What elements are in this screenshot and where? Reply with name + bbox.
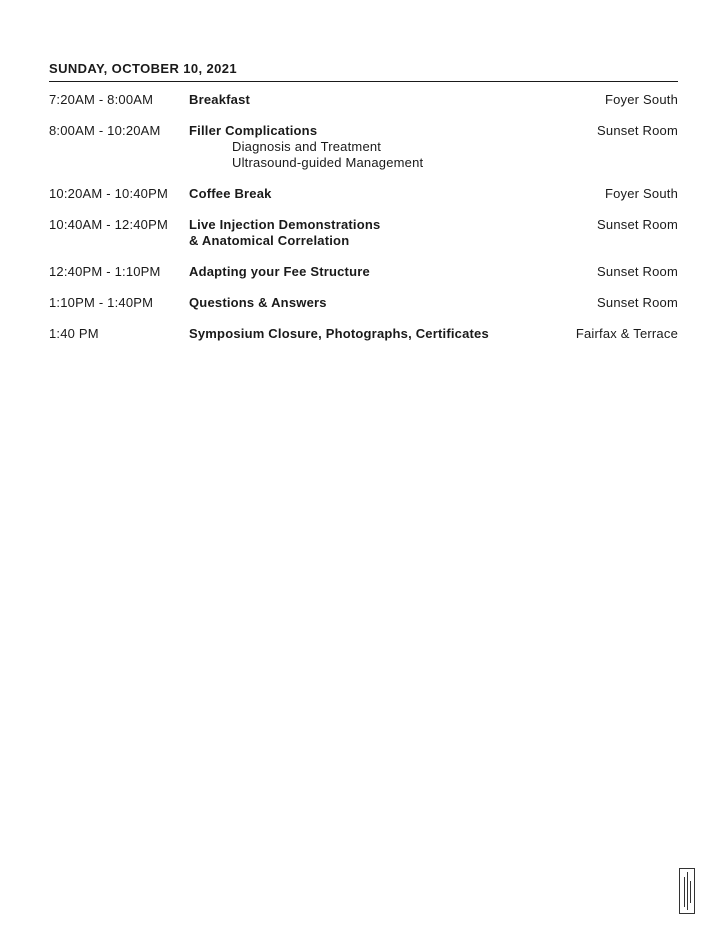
session-title: Coffee Break (189, 186, 272, 201)
row-time: 10:40AM - 12:40PM (49, 217, 169, 232)
row-room: Foyer South (604, 186, 678, 201)
row-room: Foyer South (604, 92, 678, 107)
session-subtopic: Diagnosis and Treatment (232, 139, 382, 154)
row-time: 12:40PM - 1:10PM (49, 264, 161, 279)
schedule-row (49, 295, 678, 311)
session-subtopic: Ultrasound-guided Management (232, 155, 424, 170)
row-room: Sunset Room (597, 123, 678, 138)
session-title: Breakfast (189, 92, 251, 107)
row-time: 1:40 PM (49, 326, 99, 341)
row-room: Fairfax & Terrace (575, 326, 678, 341)
schedule-row (49, 264, 678, 280)
session-title: Filler Complications (189, 123, 318, 138)
session-title-line2: & Anatomical Correlation (189, 233, 350, 248)
row-room: Sunset Room (597, 264, 678, 279)
session-title: Live Injection Demonstrations (189, 217, 381, 232)
session-title: Symposium Closure, Photographs, Certificates (189, 326, 489, 341)
schedule-row (49, 186, 678, 202)
row-time: 1:10PM - 1:40PM (49, 295, 154, 310)
day-heading: SUNDAY, OCTOBER 10, 2021 (49, 61, 238, 76)
schedule-row (49, 326, 678, 342)
heading-divider (49, 81, 678, 82)
schedule-row (49, 217, 678, 249)
row-time: 10:20AM - 10:40PM (49, 186, 169, 201)
session-title: Questions & Answers (189, 295, 327, 310)
schedule-list (49, 92, 678, 357)
schedule-row (49, 92, 678, 108)
row-time: 8:00AM - 10:20AM (49, 123, 161, 138)
session-title: Adapting your Fee Structure (189, 264, 370, 279)
row-time: 7:20AM - 8:00AM (49, 92, 154, 107)
vertical-lines-logo-icon (679, 868, 695, 914)
row-room: Sunset Room (597, 295, 678, 310)
schedule-row (49, 123, 678, 171)
row-room: Sunset Room (597, 217, 678, 232)
